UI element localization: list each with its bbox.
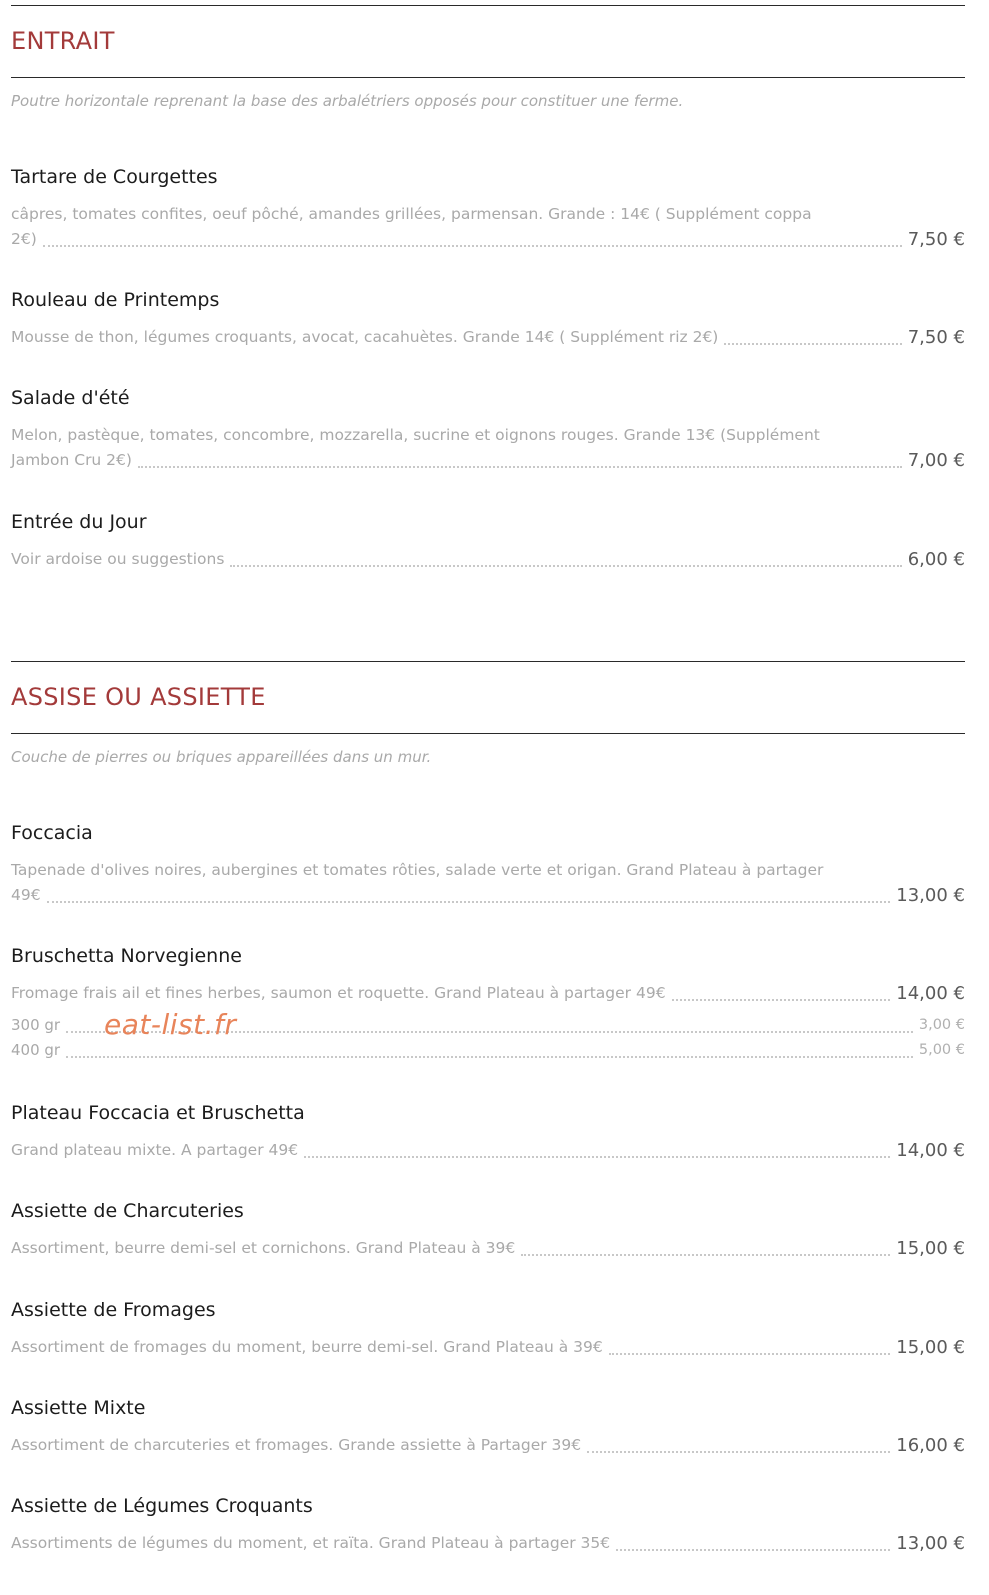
dot-leader xyxy=(609,1353,891,1355)
item-name: Assiette de Charcuteries xyxy=(11,1200,244,1222)
item-description: Fromage frais ail et fines herbes, saumon et roquette. Grand Plateau à partager 49€ xyxy=(11,984,666,1002)
dot-leader xyxy=(138,466,902,468)
section-title-rule xyxy=(11,77,965,78)
item-price-row xyxy=(11,547,965,572)
item-price-row xyxy=(11,227,965,252)
section-title-rule xyxy=(11,733,965,734)
option-label: 400 gr xyxy=(11,1041,61,1059)
dot-leader xyxy=(230,565,901,567)
item-description: Grand plateau mixte. A partager 49€ xyxy=(11,1141,299,1159)
item-price-row xyxy=(11,1236,965,1261)
item-description-cont: 49€ xyxy=(11,886,41,904)
item-price-row xyxy=(11,981,965,1006)
item-name: Tartare de Courgettes xyxy=(11,166,218,188)
item-price-row xyxy=(11,325,965,350)
dot-leader xyxy=(724,343,901,345)
item-price: 7,50 € xyxy=(907,229,965,250)
item-price: 14,00 € xyxy=(896,1140,965,1161)
item-name: Entrée du Jour xyxy=(11,511,147,533)
dot-leader xyxy=(521,1254,890,1256)
dot-leader xyxy=(304,1156,890,1158)
item-price: 6,00 € xyxy=(907,549,965,570)
item-name: Assiette de Légumes Croquants xyxy=(11,1495,313,1517)
dot-leader xyxy=(43,245,902,247)
item-description: Melon, pastèque, tomates, concombre, mozzarella, sucrine et oignons rouges. Grande 13€ (Supplément xyxy=(11,426,820,444)
item-description: Tapenade d'olives noires, aubergines et tomates rôties, salade verte et origan. Grand Plateau à partager xyxy=(11,861,824,879)
option-price: 5,00 € xyxy=(918,1042,965,1058)
menu-item xyxy=(11,943,965,1063)
item-price-row xyxy=(11,883,965,908)
item-price-row xyxy=(11,1335,965,1360)
menu-item xyxy=(11,287,965,350)
item-price-row xyxy=(11,1138,965,1163)
dot-leader xyxy=(587,1451,890,1453)
item-name: Plateau Foccacia et Bruschetta xyxy=(11,1102,305,1124)
item-price: 15,00 € xyxy=(896,1337,965,1358)
section-assise-ou-assiette xyxy=(11,661,965,767)
item-description: Assortiment, beurre demi-sel et cornichons. Grand Plateau à 39€ xyxy=(11,1239,516,1257)
section-title: ASSISE OU ASSIETTE xyxy=(11,683,266,711)
item-price: 16,00 € xyxy=(896,1435,965,1456)
item-name: Rouleau de Printemps xyxy=(11,289,220,311)
item-description: Mousse de thon, légumes croquants, avocat, cacahuètes. Grande 14€ ( Supplément riz 2€) xyxy=(11,328,719,346)
menu-item xyxy=(11,509,965,572)
item-name: Assiette Mixte xyxy=(11,1397,146,1419)
section-title: ENTRAIT xyxy=(11,27,115,55)
dot-leader xyxy=(616,1549,890,1551)
menu-item xyxy=(11,1297,965,1360)
item-description: câpres, tomates confites, oeuf pôché, amandes grillées, parmensan. Grande : 14€ ( Supplément coppa xyxy=(11,205,812,223)
item-price: 7,50 € xyxy=(907,327,965,348)
menu-item xyxy=(11,820,965,908)
section-entrait xyxy=(11,5,965,111)
section-description: Couche de pierres ou briques appareillées dans un mur. xyxy=(11,748,432,766)
item-description: Assortiment de fromages du moment, beurre demi-sel. Grand Plateau à 39€ xyxy=(11,1338,603,1356)
item-name: Assiette de Fromages xyxy=(11,1299,216,1321)
item-description-cont: Jambon Cru 2€) xyxy=(11,451,132,469)
menu-item xyxy=(11,164,965,252)
item-description: Assortiment de charcuteries et fromages. Grande assiette à Partager 39€ xyxy=(11,1436,582,1454)
item-price-row xyxy=(11,1433,965,1458)
dot-leader xyxy=(47,901,891,903)
menu-item xyxy=(11,1198,965,1261)
item-price: 13,00 € xyxy=(896,885,965,906)
item-option-row xyxy=(11,1038,965,1063)
item-price: 13,00 € xyxy=(896,1533,965,1554)
item-name: Foccacia xyxy=(11,822,93,844)
menu-item xyxy=(11,1493,965,1556)
option-price: 3,00 € xyxy=(918,1017,965,1033)
menu-item xyxy=(11,1100,965,1163)
item-description: Voir ardoise ou suggestions xyxy=(11,550,225,568)
item-price: 14,00 € xyxy=(896,983,965,1004)
section-description: Poutre horizontale reprenant la base des arbalétriers opposés pour constituer une ferme. xyxy=(11,92,684,110)
item-price-row xyxy=(11,448,965,473)
item-description-cont: 2€) xyxy=(11,230,37,248)
item-price-row xyxy=(11,1531,965,1556)
dot-leader xyxy=(672,999,891,1001)
dot-leader xyxy=(66,1056,913,1058)
watermark-logo: eat-list.fr xyxy=(104,1008,237,1041)
item-description: Assortiments de légumes du moment, et raïta. Grand Plateau à partager 35€ xyxy=(11,1534,611,1552)
item-price: 15,00 € xyxy=(896,1238,965,1259)
menu-item xyxy=(11,385,965,473)
item-name: Bruschetta Norvegienne xyxy=(11,945,242,967)
option-label: 300 gr xyxy=(11,1016,61,1034)
menu-item xyxy=(11,1395,965,1458)
item-price: 7,00 € xyxy=(907,450,965,471)
item-name: Salade d'été xyxy=(11,387,130,409)
